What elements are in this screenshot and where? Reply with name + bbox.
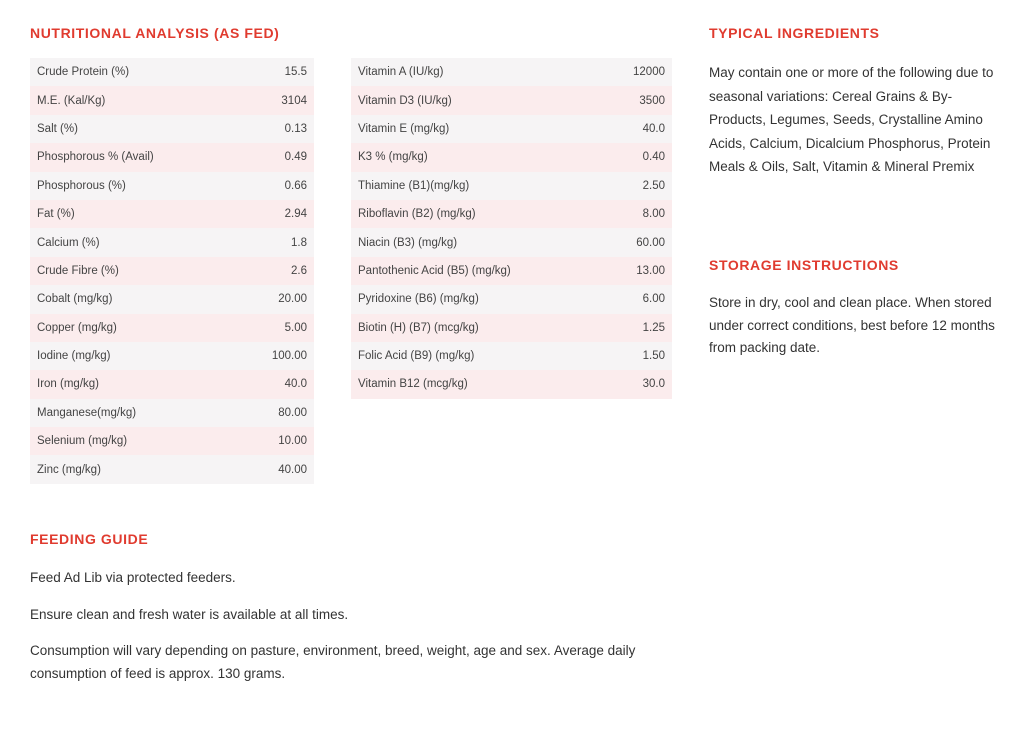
- nutrient-label: Vitamin D3 (IU/kg): [351, 86, 603, 114]
- nutrient-label: Thiamine (B1)(mg/kg): [351, 172, 603, 200]
- nutrient-value: 40.00: [236, 455, 314, 483]
- table-row: [351, 58, 672, 86]
- nutrient-label: Calcium (%): [30, 228, 236, 256]
- table-row: [351, 342, 672, 370]
- nutrient-label: Iron (mg/kg): [30, 370, 236, 398]
- table-row: [30, 143, 314, 171]
- table-row: [30, 115, 314, 143]
- nutrient-value: 12000: [603, 58, 672, 86]
- nutrient-label: Salt (%): [30, 115, 236, 143]
- table-row: [30, 370, 314, 398]
- nutrition-table-left: [30, 58, 314, 484]
- table-row: [30, 455, 314, 483]
- nutrient-value: 20.00: [236, 285, 314, 313]
- nutrient-value: 3104: [236, 86, 314, 114]
- nutrient-label: Selenium (mg/kg): [30, 427, 236, 455]
- nutrient-value: 40.0: [236, 370, 314, 398]
- nutrient-value: 30.0: [603, 370, 672, 398]
- nutrient-label: M.E. (Kal/Kg): [30, 86, 236, 114]
- table-row: [351, 228, 672, 256]
- table-row: [30, 314, 314, 342]
- table-row: [30, 228, 314, 256]
- table-row: [30, 58, 314, 86]
- nutrient-label: Cobalt (mg/kg): [30, 285, 236, 313]
- nutrient-label: Fat (%): [30, 200, 236, 228]
- storage-title: STORAGE INSTRUCTIONS: [709, 257, 899, 273]
- feeding-title: FEEDING GUIDE: [30, 531, 149, 547]
- nutrient-value: 0.40: [603, 143, 672, 171]
- nutrient-value: 1.25: [603, 314, 672, 342]
- nutrient-label: Biotin (H) (B7) (mcg/kg): [351, 314, 603, 342]
- nutrient-value: 0.49: [236, 143, 314, 171]
- nutrient-label: Riboflavin (B2) (mg/kg): [351, 200, 603, 228]
- nutrient-label: Zinc (mg/kg): [30, 455, 236, 483]
- nutrient-label: Phosphorous (%): [30, 172, 236, 200]
- nutrient-value: 6.00: [603, 285, 672, 313]
- nutrient-label: Pantothenic Acid (B5) (mg/kg): [351, 257, 603, 285]
- table-row: [351, 172, 672, 200]
- nutrient-value: 1.8: [236, 228, 314, 256]
- nutrient-value: 2.94: [236, 200, 314, 228]
- table-row: [30, 427, 314, 455]
- table-row: [30, 342, 314, 370]
- nutrient-label: Manganese(mg/kg): [30, 399, 236, 427]
- nutrient-label: K3 % (mg/kg): [351, 143, 603, 171]
- nutrient-value: 1.50: [603, 342, 672, 370]
- nutrient-label: Iodine (mg/kg): [30, 342, 236, 370]
- table-row: [30, 285, 314, 313]
- nutrient-label: Vitamin E (mg/kg): [351, 115, 603, 143]
- nutrient-label: Folic Acid (B9) (mg/kg): [351, 342, 603, 370]
- nutrient-value: 5.00: [236, 314, 314, 342]
- nutrient-label: Copper (mg/kg): [30, 314, 236, 342]
- table-row: [351, 257, 672, 285]
- nutrient-label: Vitamin B12 (mcg/kg): [351, 370, 603, 398]
- table-row: [351, 115, 672, 143]
- nutrient-value: 15.5: [236, 58, 314, 86]
- table-row: [351, 86, 672, 114]
- table-row: [30, 257, 314, 285]
- nutrient-label: Crude Fibre (%): [30, 257, 236, 285]
- nutrient-label: Niacin (B3) (mg/kg): [351, 228, 603, 256]
- nutrient-label: Pyridoxine (B6) (mg/kg): [351, 285, 603, 313]
- nutrient-value: 2.6: [236, 257, 314, 285]
- nutrient-value: 0.13: [236, 115, 314, 143]
- table-row: [351, 285, 672, 313]
- nutrient-value: 40.0: [603, 115, 672, 143]
- nutrient-value: 80.00: [236, 399, 314, 427]
- storage-text: Store in dry, cool and clean place. When stored under correct conditions, best before 12 months from packing date.: [709, 295, 995, 355]
- feeding-paragraph: Feed Ad Lib via protected feeders.: [30, 570, 236, 585]
- table-row: [30, 200, 314, 228]
- ingredients-text: May contain one or more of the following due to seasonal variations: Cereal Grains & By-Products, Legumes, Seeds, Crystalline Amino Acids, Calcium, Dicalcium Phosphorus, Protein Meals & Oils, Salt, Vitamin & Mineral Premix: [709, 65, 994, 174]
- table-row: [351, 143, 672, 171]
- nutrition-table-right: [351, 58, 672, 399]
- table-row: [30, 399, 314, 427]
- nutrition-title: NUTRITIONAL ANALYSIS (AS FED): [30, 25, 280, 41]
- feeding-paragraph: Consumption will vary depending on pasture, environment, breed, weight, age and sex. Average daily consumption of feed is approx. 130 grams.: [30, 643, 636, 681]
- table-row: [351, 314, 672, 342]
- table-row: [351, 370, 672, 398]
- ingredients-title: TYPICAL INGREDIENTS: [709, 25, 880, 41]
- feeding-paragraph: Ensure clean and fresh water is available at all times.: [30, 607, 349, 622]
- nutrient-value: 3500: [603, 86, 672, 114]
- nutrient-value: 8.00: [603, 200, 672, 228]
- nutrient-value: 10.00: [236, 427, 314, 455]
- table-row: [351, 200, 672, 228]
- nutrient-value: 0.66: [236, 172, 314, 200]
- nutrient-label: Phosphorous % (Avail): [30, 143, 236, 171]
- nutrient-value: 13.00: [603, 257, 672, 285]
- nutrient-value: 2.50: [603, 172, 672, 200]
- nutrient-label: Vitamin A (IU/kg): [351, 58, 603, 86]
- nutrient-value: 100.00: [236, 342, 314, 370]
- table-row: [30, 86, 314, 114]
- nutrient-value: 60.00: [603, 228, 672, 256]
- nutrient-label: Crude Protein (%): [30, 58, 236, 86]
- table-row: [30, 172, 314, 200]
